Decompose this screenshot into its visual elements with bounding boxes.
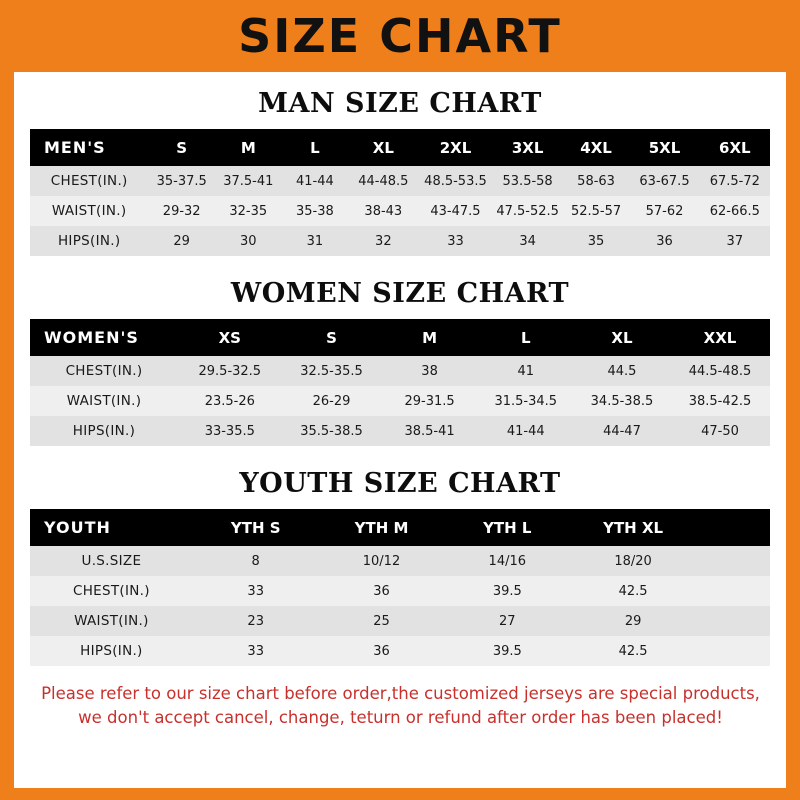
table-cell: 33 — [418, 226, 492, 256]
col-header: XL — [574, 319, 670, 356]
table-cell: 35 — [563, 226, 630, 256]
page-banner — [0, 0, 800, 72]
table-cell: 23 — [193, 606, 319, 636]
table-cell: 32-35 — [215, 196, 282, 226]
table-cell: 44.5 — [574, 356, 670, 386]
col-header: XL — [348, 129, 418, 166]
table-cell: 44.5-48.5 — [670, 356, 770, 386]
table-cell: 29-32 — [148, 196, 215, 226]
table-cell: 53.5-58 — [492, 166, 562, 196]
table-row — [30, 606, 770, 636]
table-header-row — [30, 129, 770, 166]
col-header: YOUTH — [30, 509, 193, 546]
table-cell: 39.5 — [444, 636, 570, 666]
table-cell: 33 — [193, 576, 319, 606]
row-header: U.S.SIZE — [30, 546, 193, 576]
man-size-table — [30, 129, 770, 256]
youth-size-table — [30, 509, 770, 666]
table-cell: 43-47.5 — [418, 196, 492, 226]
table-cell: 29.5-32.5 — [178, 356, 282, 386]
table-header-row — [30, 319, 770, 356]
footer-note-line1: Please refer to our size chart before order,the customized jerseys are special products, — [41, 684, 760, 703]
col-header: M — [381, 319, 477, 356]
table-cell — [696, 546, 770, 576]
table-cell: 36 — [319, 636, 445, 666]
table-row — [30, 636, 770, 666]
col-header: S — [148, 129, 215, 166]
table-cell: 41-44 — [282, 166, 349, 196]
table-cell: 37.5-41 — [215, 166, 282, 196]
table-cell: 63-67.5 — [629, 166, 699, 196]
table-cell: 32.5-35.5 — [282, 356, 382, 386]
table-cell: 8 — [193, 546, 319, 576]
table-row — [30, 226, 770, 256]
table-cell: 41 — [478, 356, 574, 386]
col-header: YTH XL — [570, 509, 696, 546]
table-row — [30, 356, 770, 386]
col-header: XS — [178, 319, 282, 356]
man-section-title: MAN SIZE CHART — [258, 88, 542, 119]
col-header: 3XL — [492, 129, 562, 166]
table-cell: 41-44 — [478, 416, 574, 446]
table-cell: 38-43 — [348, 196, 418, 226]
table-cell: 34 — [492, 226, 562, 256]
col-header: YTH M — [319, 509, 445, 546]
chart-content — [14, 88, 786, 730]
col-header: S — [282, 319, 382, 356]
col-header: XXL — [670, 319, 770, 356]
col-header: M — [215, 129, 282, 166]
table-cell: 38.5-41 — [381, 416, 477, 446]
table-cell — [696, 636, 770, 666]
table-cell: 32 — [348, 226, 418, 256]
table-cell: 33-35.5 — [178, 416, 282, 446]
col-header: L — [282, 129, 349, 166]
table-cell: 38.5-42.5 — [670, 386, 770, 416]
table-cell — [696, 576, 770, 606]
table-header-row — [30, 509, 770, 546]
table-cell: 18/20 — [570, 546, 696, 576]
row-header: WAIST(IN.) — [30, 606, 193, 636]
row-header: CHEST(IN.) — [30, 576, 193, 606]
table-row — [30, 386, 770, 416]
table-cell: 35-37.5 — [148, 166, 215, 196]
table-cell: 39.5 — [444, 576, 570, 606]
col-header: 5XL — [629, 129, 699, 166]
footer-note-line2: we don't accept cancel, change, teturn or refund after order has been placed! — [78, 707, 723, 727]
col-header: L — [478, 319, 574, 356]
row-header: WAIST(IN.) — [30, 196, 148, 226]
table-cell: 25 — [319, 606, 445, 636]
table-cell: 31.5-34.5 — [478, 386, 574, 416]
col-header — [696, 509, 770, 546]
table-row — [30, 546, 770, 576]
table-cell: 10/12 — [319, 546, 445, 576]
table-cell: 48.5-53.5 — [418, 166, 492, 196]
table-cell: 31 — [282, 226, 349, 256]
youth-section-title: YOUTH SIZE CHART — [239, 468, 561, 499]
table-row — [30, 196, 770, 226]
table-cell: 52.5-57 — [563, 196, 630, 226]
row-header: HIPS(IN.) — [30, 416, 178, 446]
table-cell: 44-47 — [574, 416, 670, 446]
table-cell: 14/16 — [444, 546, 570, 576]
bottom-accent-bar — [0, 788, 800, 800]
table-cell: 34.5-38.5 — [574, 386, 670, 416]
col-header: 4XL — [563, 129, 630, 166]
table-cell: 27 — [444, 606, 570, 636]
page-title: SIZE CHART — [238, 9, 562, 63]
col-header: 6XL — [700, 129, 770, 166]
row-header: CHEST(IN.) — [30, 166, 148, 196]
table-cell: 47.5-52.5 — [492, 196, 562, 226]
table-row — [30, 416, 770, 446]
table-cell: 47-50 — [670, 416, 770, 446]
row-header: HIPS(IN.) — [30, 226, 148, 256]
col-header: 2XL — [418, 129, 492, 166]
table-row — [30, 576, 770, 606]
table-cell: 29 — [148, 226, 215, 256]
table-cell: 23.5-26 — [178, 386, 282, 416]
table-cell: 42.5 — [570, 576, 696, 606]
row-header: CHEST(IN.) — [30, 356, 178, 386]
table-cell: 38 — [381, 356, 477, 386]
row-header: HIPS(IN.) — [30, 636, 193, 666]
table-cell: 26-29 — [282, 386, 382, 416]
table-cell: 33 — [193, 636, 319, 666]
footer-note — [28, 682, 773, 730]
col-header: YTH S — [193, 509, 319, 546]
table-cell: 58-63 — [563, 166, 630, 196]
table-cell: 35-38 — [282, 196, 349, 226]
table-row — [30, 166, 770, 196]
table-cell: 35.5-38.5 — [282, 416, 382, 446]
table-cell: 67.5-72 — [700, 166, 770, 196]
women-size-table — [30, 319, 770, 446]
table-cell — [696, 606, 770, 636]
col-header: MEN'S — [30, 129, 148, 166]
table-cell: 29 — [570, 606, 696, 636]
table-cell: 42.5 — [570, 636, 696, 666]
women-section-title: WOMEN SIZE CHART — [230, 278, 570, 309]
table-cell: 36 — [629, 226, 699, 256]
table-cell: 36 — [319, 576, 445, 606]
table-cell: 62-66.5 — [700, 196, 770, 226]
col-header: YTH L — [444, 509, 570, 546]
table-cell: 44-48.5 — [348, 166, 418, 196]
table-cell: 30 — [215, 226, 282, 256]
table-cell: 29-31.5 — [381, 386, 477, 416]
table-cell: 37 — [700, 226, 770, 256]
table-cell: 57-62 — [629, 196, 699, 226]
row-header: WAIST(IN.) — [30, 386, 178, 416]
col-header: WOMEN'S — [30, 319, 178, 356]
